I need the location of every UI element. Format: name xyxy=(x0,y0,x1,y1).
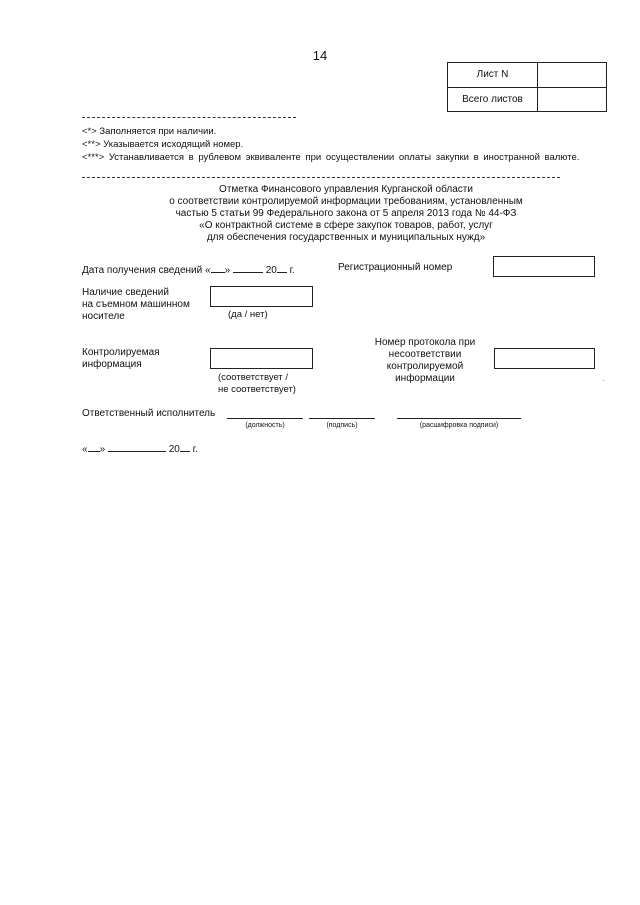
section-divider xyxy=(82,177,560,178)
header-line-3: частью 5 статьи 99 Федерального закона от 5 апреля 2013 года № 44-ФЗ xyxy=(175,208,517,219)
date-quote-close: » xyxy=(224,265,231,276)
date-year-suffix: г. xyxy=(289,265,295,276)
mark-header xyxy=(82,184,610,244)
controlled-info-hint xyxy=(218,372,296,396)
bottom-date-month-field[interactable] xyxy=(108,441,166,452)
bottom-date-row xyxy=(82,441,198,456)
date-day-field[interactable] xyxy=(211,262,225,273)
removable-media-hint: (да / нет) xyxy=(228,309,268,320)
controlled-info-hint-line-1: (соответствует / xyxy=(218,372,289,383)
bottom-date-year-suffix: г. xyxy=(192,444,198,455)
footnote-1: <*> Заполняется при наличии. xyxy=(82,126,217,137)
responsible-label: Ответственный исполнитель xyxy=(82,408,216,419)
bottom-date-quote-close: » xyxy=(99,444,106,455)
date-year-field[interactable] xyxy=(277,262,287,273)
page-number: 14 xyxy=(312,48,328,63)
bottom-date-day-field[interactable] xyxy=(88,441,100,452)
controlled-info-hint-line-2: не соответствует) xyxy=(218,384,296,395)
bottom-date-year-prefix: 20 xyxy=(168,444,180,455)
protocol-label-line-1: Номер протокола при xyxy=(374,337,476,348)
sheet-count-table xyxy=(447,62,607,112)
footnote-separator xyxy=(82,117,296,118)
protocol-label-line-2: несоответствии xyxy=(388,349,462,360)
footnote-2: <**> Указывается исходящий номер. xyxy=(82,139,244,150)
registration-number-label: Регистрационный номер xyxy=(338,262,453,273)
header-line-4: «О контрактной системе в сфере закупок товаров, работ, услуг xyxy=(199,220,493,231)
header-line-5: для обеспечения государственных и муниципальных нужд» xyxy=(206,232,486,243)
header-line-1: Отметка Финансового управления Курганской области xyxy=(219,184,473,195)
date-year-prefix: 20 xyxy=(265,265,277,276)
controlled-info-label xyxy=(82,347,160,371)
date-month-field[interactable] xyxy=(233,262,263,273)
total-sheets-value[interactable] xyxy=(540,88,604,112)
bottom-date-year-field[interactable] xyxy=(180,441,190,452)
position-line[interactable] xyxy=(227,418,303,419)
footnotes xyxy=(82,126,610,165)
header-line-2: о соответствии контролируемой информации требованиям, установленным xyxy=(169,196,523,207)
removable-media-label-line-2: на съемном машинном xyxy=(82,299,190,310)
controlled-info-box[interactable] xyxy=(210,348,313,369)
date-quote-open: « xyxy=(205,265,211,276)
date-received-label: Дата получения сведений xyxy=(82,265,203,276)
removable-media-label-line-3: носителе xyxy=(82,311,125,322)
scan-speck xyxy=(603,380,604,381)
date-received-row xyxy=(82,262,295,277)
decoding-line[interactable] xyxy=(397,418,521,419)
removable-media-box[interactable] xyxy=(210,286,313,307)
removable-media-label-line-1: Наличие сведений xyxy=(82,287,169,298)
bottom-date-quote-open: « xyxy=(82,444,88,455)
footnote-3: <***> Устанавливается в рублевом эквиваленте при осуществлении оплаты закупки в иностранной валюте. xyxy=(82,152,580,163)
controlled-info-label-line-2: информация xyxy=(82,359,142,370)
controlled-info-label-line-1: Контролируемая xyxy=(82,347,160,358)
total-sheets-label: Всего листов xyxy=(448,88,538,112)
protocol-label-line-4: информации xyxy=(395,373,455,384)
position-caption: (должность) xyxy=(245,422,285,429)
signature-line[interactable] xyxy=(309,418,375,419)
protocol-number-label xyxy=(365,337,485,385)
signature-caption: (подпись) xyxy=(326,422,358,429)
decoding-caption: (расшифровка подписи) xyxy=(419,422,499,429)
sheet-n-row xyxy=(448,63,606,88)
protocol-label-line-3: контролируемой xyxy=(386,361,464,372)
registration-number-box[interactable] xyxy=(493,256,595,277)
total-sheets-row xyxy=(448,88,606,112)
sheet-n-label: Лист N xyxy=(448,63,538,87)
protocol-number-box[interactable] xyxy=(494,348,595,369)
sheet-n-value[interactable] xyxy=(540,63,604,87)
removable-media-label xyxy=(82,287,190,323)
